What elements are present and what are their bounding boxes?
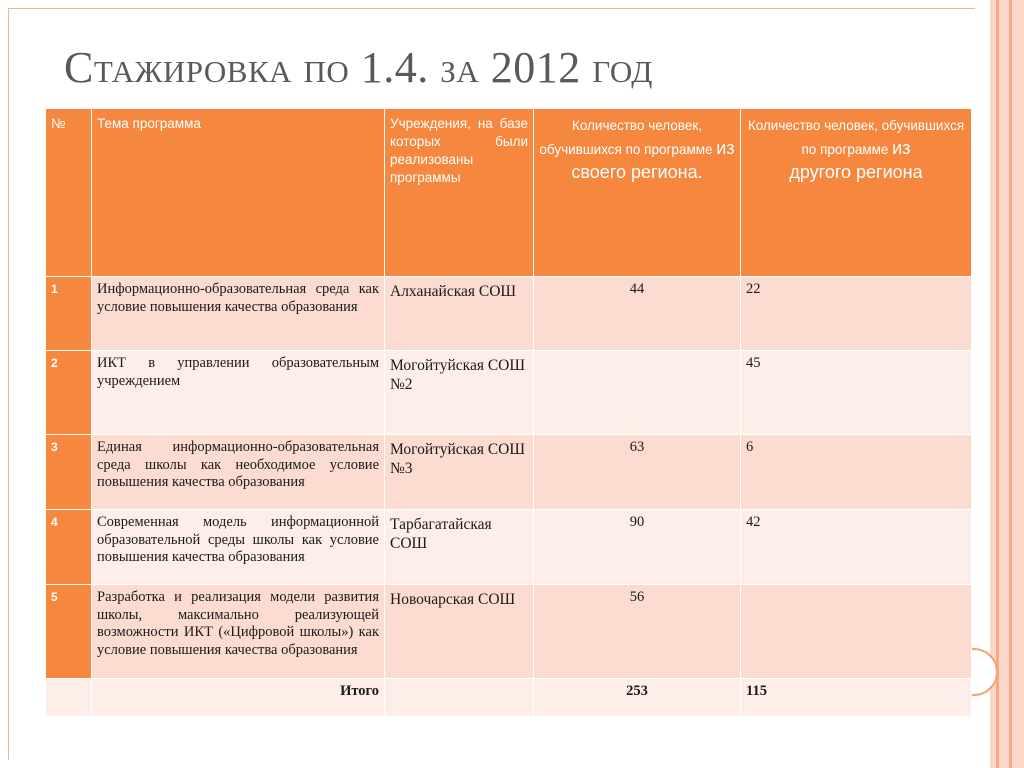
table-row xyxy=(46,510,972,585)
stripe xyxy=(1012,0,1024,768)
row-other-count: 6 xyxy=(741,435,972,510)
row-institution: Новочарская СОШ xyxy=(385,585,534,679)
total-other-count: 115 xyxy=(741,679,972,717)
header-other-region xyxy=(741,109,972,277)
row-num: 4 xyxy=(46,510,92,585)
row-topic: Информационно-образовательная среда как условие повышения качества образования xyxy=(92,277,385,351)
stripe xyxy=(999,0,1009,768)
table-row xyxy=(46,435,972,510)
row-own-count: 90 xyxy=(534,510,741,585)
row-other-count xyxy=(741,585,972,679)
row-num: 1 xyxy=(46,277,92,351)
total-institution-cell xyxy=(385,679,534,717)
row-topic: ИКТ в управлении образовательным учреждением xyxy=(92,351,385,435)
header-num: № xyxy=(46,109,92,277)
row-num: 2 xyxy=(46,351,92,435)
row-other-count: 42 xyxy=(741,510,972,585)
header-own-region-emphasis: своего региона. xyxy=(571,162,703,182)
row-own-count xyxy=(534,351,741,435)
header-institution: Учреждения, на базе которых были реализованы программы xyxy=(385,109,534,277)
internship-table xyxy=(45,108,972,717)
row-other-count: 45 xyxy=(741,351,972,435)
table-row xyxy=(46,277,972,351)
row-own-count: 63 xyxy=(534,435,741,510)
row-topic: Разработка и реализация модели развития школы, максимально реализующей возможности ИКТ («Цифровой школы») как условие повышения качества образования xyxy=(92,585,385,679)
row-own-count: 56 xyxy=(534,585,741,679)
total-row xyxy=(46,679,972,717)
header-other-region-text: Количество человек, обучившихся по программе xyxy=(747,118,965,157)
header-own-region-from: из xyxy=(716,138,735,158)
table-row xyxy=(46,351,972,435)
header-own-region xyxy=(534,109,741,277)
slide-title: Стажировка по 1.4. за 2012 год xyxy=(64,43,653,92)
header-own-region-text: Количество человек, обучившихся по программе xyxy=(539,118,717,157)
row-num: 5 xyxy=(46,585,92,679)
header-other-region-emphasis: другого региона xyxy=(789,162,923,182)
row-topic: Единая информационно-образовательная среда школы как необходимое условие повышения качества образования xyxy=(92,435,385,510)
row-own-count: 44 xyxy=(534,277,741,351)
row-institution: Тарбагатайская СОШ xyxy=(385,510,534,585)
row-other-count: 22 xyxy=(741,277,972,351)
total-num-cell xyxy=(46,679,92,717)
row-institution: Алханайская СОШ xyxy=(385,277,534,351)
header-topic: Тема программа xyxy=(92,109,385,277)
header-other-region-from: из xyxy=(892,138,911,158)
row-institution: Могойтуйская СОШ №3 xyxy=(385,435,534,510)
total-label: Итого xyxy=(92,679,385,717)
table-header-row xyxy=(46,109,972,277)
total-own-count: 253 xyxy=(534,679,741,717)
table-row xyxy=(46,585,972,679)
row-topic: Современная модель информационной образовательной среды школы как условие повышения качества образования xyxy=(92,510,385,585)
row-num: 3 xyxy=(46,435,92,510)
row-institution: Могойтуйская СОШ №2 xyxy=(385,351,534,435)
